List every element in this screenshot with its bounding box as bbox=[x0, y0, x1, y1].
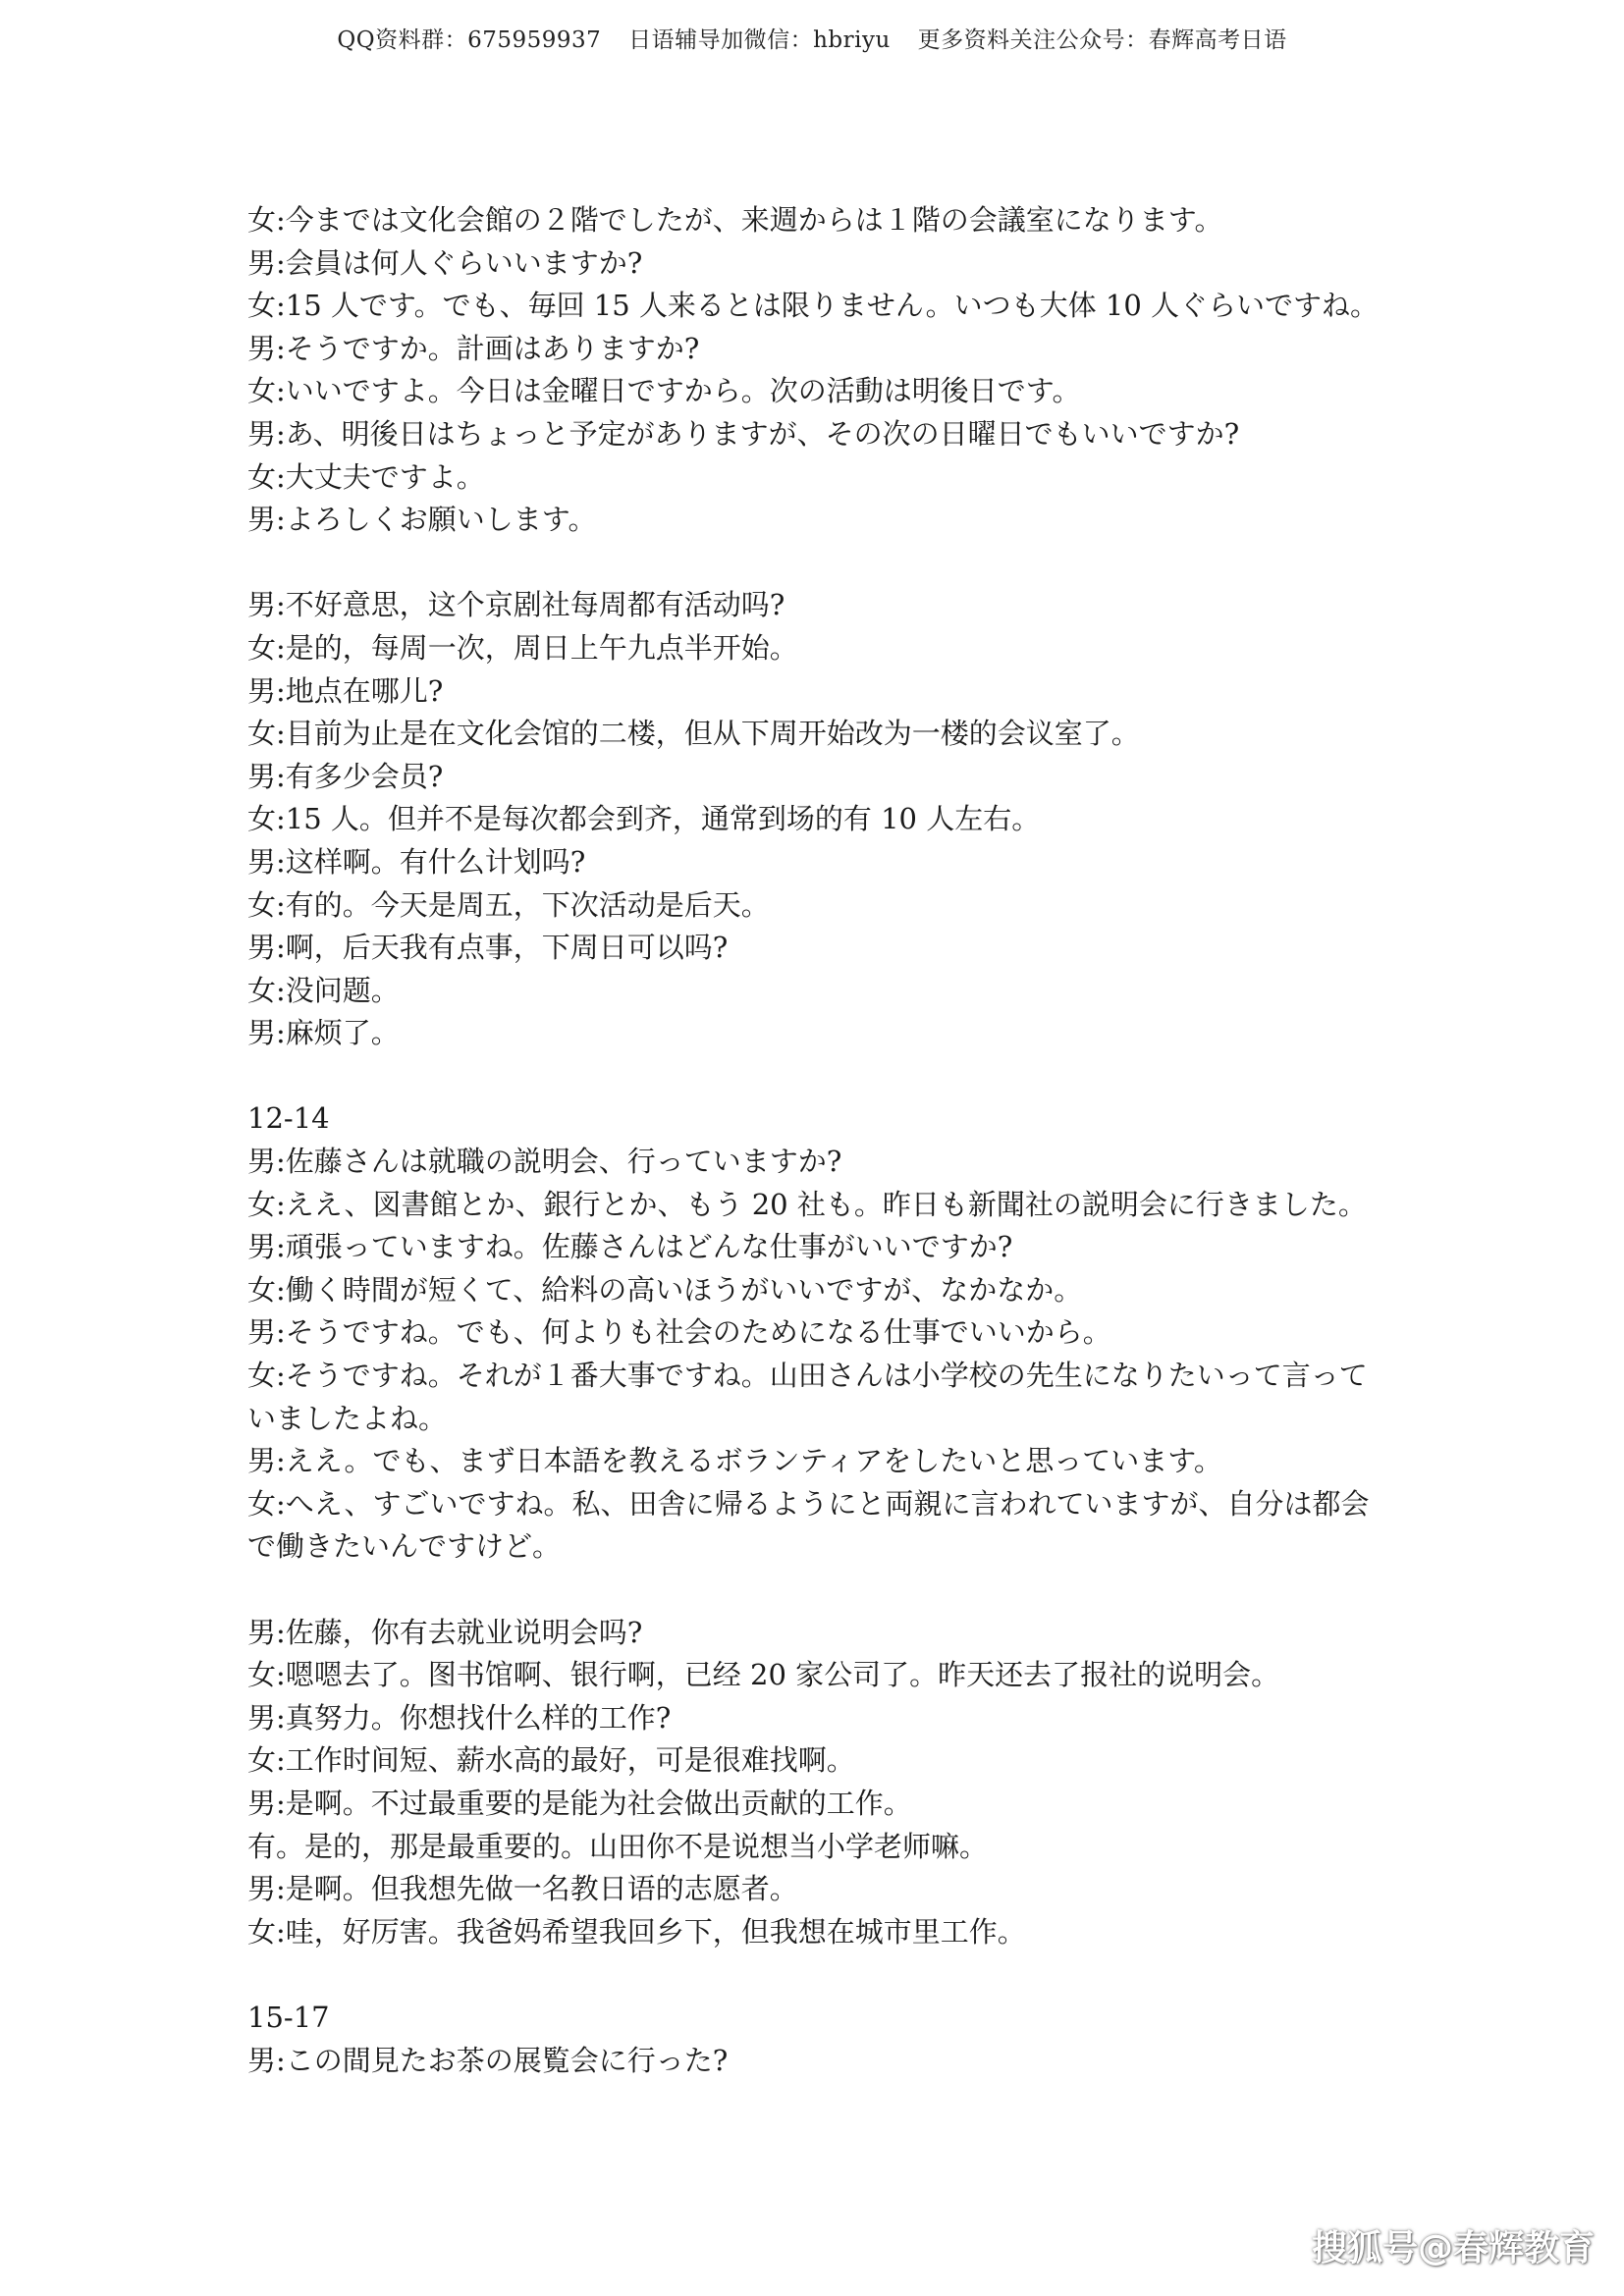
text-line: 女:大丈夫ですよ。 bbox=[247, 459, 485, 494]
watermark: 搜狐号@春辉教育 bbox=[1311, 2228, 1595, 2269]
text-line: 15-17 bbox=[247, 2000, 330, 2034]
text-line: 男:真努力。你想找什么样的工作? bbox=[247, 1700, 672, 1735]
text-line: 女:15 人です。でも、毎回 15 人来るとは限りません。いつも大体 10 人ぐらいですね。 bbox=[247, 289, 1379, 323]
text-line: 男:地点在哪儿? bbox=[247, 673, 444, 708]
header-wechat: 日语辅导加微信：hbriyu bbox=[628, 27, 891, 53]
text-line: 男:这样啊。有什么计划吗? bbox=[247, 844, 586, 879]
text-line: で働きたいんですけど。 bbox=[247, 1529, 562, 1564]
text-line: 女:没问题。 bbox=[247, 973, 400, 1007]
text-line: 男:この間見たお茶の展覧会に行った? bbox=[247, 2043, 729, 2077]
dialogue-text bbox=[247, 199, 1386, 2082]
text-line: 男:啊，后天我有点事，下周日可以吗? bbox=[247, 931, 729, 965]
text-line: 女:15 人。但并不是每次都会到齐，通常到场的有 10 人左右。 bbox=[247, 802, 1041, 836]
text-line: 女:今までは文化会館の２階でしたが、来週からは１階の会議室になります。 bbox=[247, 203, 1223, 237]
text-line: 男:頑張っていますね。佐藤さんはどんな仕事がいいですか? bbox=[247, 1230, 1013, 1264]
text-line: 男:そうですか。計画はありますか? bbox=[247, 331, 700, 365]
text-line: 男:そうですね。でも、何よりも社会のためになる仕事でいいから。 bbox=[247, 1315, 1111, 1350]
text-line: 女:工作时间短、薪水高的最好，可是很难找啊。 bbox=[247, 1743, 855, 1778]
header-qq-group: QQ资料群：675959937 bbox=[337, 27, 602, 53]
text-line: 男:ええ。でも、まず日本語を教えるボランティアをしたいと思っています。 bbox=[247, 1444, 1222, 1478]
text-line: 男:よろしくお願いします。 bbox=[247, 503, 597, 537]
text-line: 男:あ、明後日はちょっと予定がありますが、その次の日曜日でもいいですか? bbox=[247, 416, 1240, 451]
text-line: 男:佐藤，你有去就业说明会吗? bbox=[247, 1615, 643, 1649]
text-line: 12-14 bbox=[247, 1101, 330, 1136]
text-line: 男:是啊。但我想先做一名教日语的志愿者。 bbox=[247, 1872, 798, 1906]
blank-line bbox=[247, 1055, 1386, 1098]
text-line: 女:そうですね。それが１番大事ですね。山田さんは小学校の先生になりたいって言って bbox=[247, 1359, 1368, 1393]
text-line: 男:会員は何人ぐらいいますか? bbox=[247, 245, 643, 280]
text-line: 女:目前为止是在文化会馆的二楼，但从下周开始改为一楼的会议室了。 bbox=[247, 717, 1140, 751]
page-header bbox=[0, 22, 1624, 54]
text-line: 男:不好意思，这个京剧社每周都有活动吗? bbox=[247, 588, 785, 622]
text-line: 女:有的。今天是周五，下次活动是后天。 bbox=[247, 887, 770, 922]
text-line: 男:麻烦了。 bbox=[247, 1016, 400, 1050]
text-line: 男:是啊。不过最重要的是能为社会做出贡献的工作。 bbox=[247, 1786, 912, 1820]
blank-line bbox=[247, 1569, 1386, 1612]
header-official-account: 更多资料关注公众号：春辉高考日语 bbox=[917, 27, 1287, 53]
text-line: いましたよね。 bbox=[247, 1401, 448, 1435]
blank-line bbox=[247, 542, 1386, 585]
text-line: 男:佐藤さんは就職の説明会、行っていますか? bbox=[247, 1145, 842, 1179]
text-line: 女:ええ、図書館とか、銀行とか、もう 20 社も。昨日も新聞社の説明会に行きました。 bbox=[247, 1187, 1367, 1221]
text-line: 男:有多少会员? bbox=[247, 759, 444, 793]
text-line: 女:働く時間が短くて、給料の高いほうがいいですが、なかなか。 bbox=[247, 1272, 1083, 1307]
text-line: 女:是的，每周一次，周日上午九点半开始。 bbox=[247, 630, 798, 665]
blank-line bbox=[247, 1953, 1386, 1997]
text-line: 女:嗯嗯去了。图书馆啊、银行啊，已经 20 家公司了。昨天还去了报社的说明会。 bbox=[247, 1658, 1280, 1692]
text-line: 有。是的，那是最重要的。山田你不是说想当小学老师嘛。 bbox=[247, 1829, 989, 1863]
text-line: 女:へえ、すごいですね。私、田舎に帰るようにと両親に言われていますが、自分は都会 bbox=[247, 1486, 1370, 1521]
text-line: 女:哇，好厉害。我爸妈希望我回乡下，但我想在城市里工作。 bbox=[247, 1914, 1026, 1949]
text-line: 女:いいですよ。今日は金曜日ですから。次の活動は明後日です。 bbox=[247, 374, 1081, 408]
